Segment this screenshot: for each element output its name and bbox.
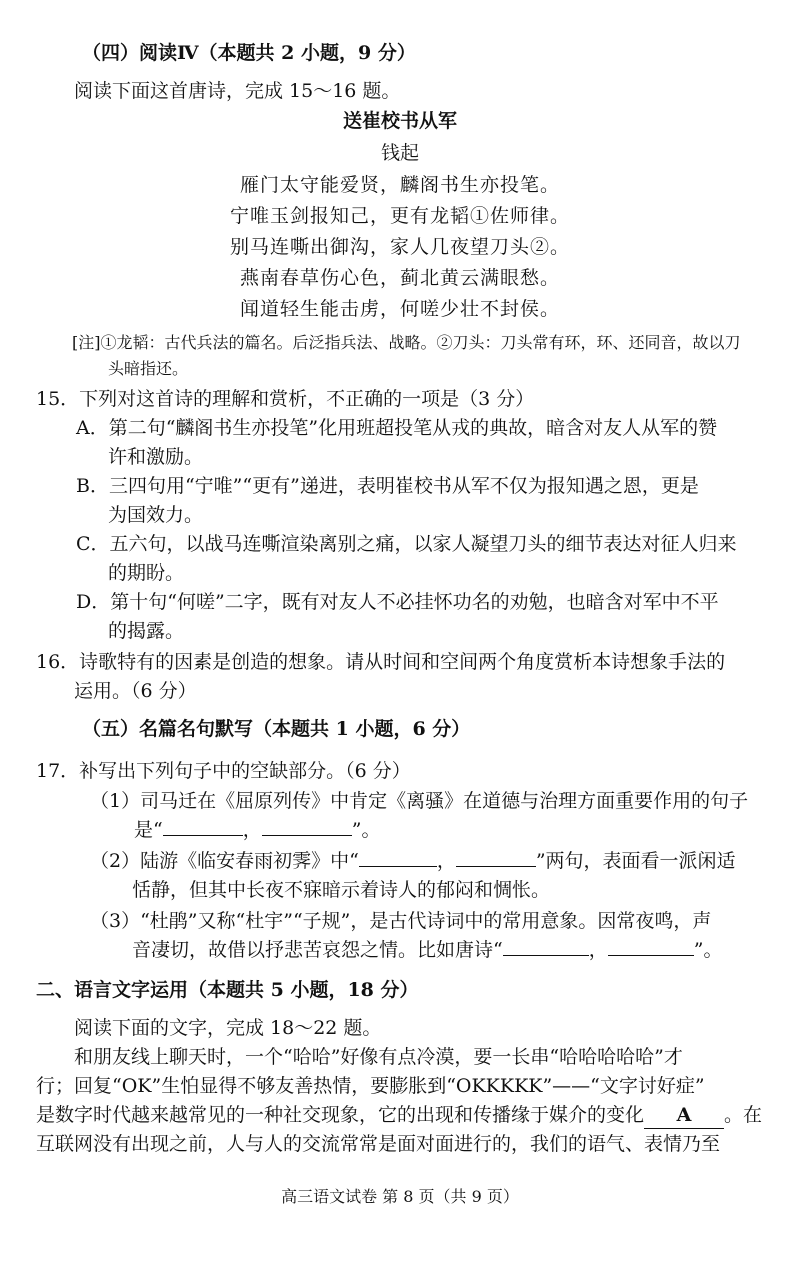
poem-note: [注]①龙韬：古代兵法的篇名。后泛指兵法、战略。②刀头：刀头常有环，环、还同音，故以刀 (72, 333, 741, 352)
poem-line: 宁唯玉剑报知己，更有龙韬①佐师律。 (229, 205, 570, 227)
blank-a[interactable]: A (644, 1102, 724, 1129)
poem-title: 送崔校书从军 (342, 110, 457, 132)
question-15-stem: 15．下列对这首诗的理解和赏析，不正确的一项是（3 分） (36, 388, 535, 410)
option-a: A．第二句“麟阁书生亦投笔”化用班超投笔从戎的典故，暗含对友人从军的赞 (76, 417, 718, 439)
answer-blank[interactable] (608, 937, 694, 956)
option-b: B．三四句用“宁唯”“更有”递进，表明崔校书从军不仅为报知遇之恩，更是 (76, 475, 699, 497)
part-intro: 阅读下面的文字，完成 18～22 题。 (74, 1017, 382, 1039)
item-text: （2）陆游《临安春雨初霁》中“ (90, 850, 359, 872)
option-d: D．第十句“何嗟”二字，既有对友人不必挂怀功名的劝勉，也暗含对军中不平 (76, 591, 719, 613)
answer-blank[interactable] (262, 817, 352, 836)
option-a-cont: 许和激励。 (108, 446, 204, 468)
item-text: ”两句，表面看一派闲适 (535, 850, 736, 872)
section-intro: 阅读下面这首唐诗，完成 15～16 题。 (74, 80, 401, 102)
page-footer: 高三语文试卷 第 8 页（共 9 页） (281, 1187, 519, 1206)
passage-line (36, 1102, 762, 1129)
option-d-cont: 的揭露。 (108, 620, 185, 642)
answer-blank[interactable] (163, 817, 243, 836)
comma: ， (242, 819, 262, 841)
question-17-item-2-cont: 恬静，但其中长夜不寐暗示着诗人的郁闷和惆怅。 (132, 879, 551, 901)
item-text: 音凄切，故借以抒悲苦哀怨之情。比如唐诗“ (132, 939, 503, 961)
quote-open: 是“ (134, 819, 163, 841)
question-17-item-3: （3）“杜鹃”又称“杜宇”“子规”，是古代诗词中的常用意象。因常夜鸣，声 (90, 910, 712, 932)
question-17-item-1-cont (134, 817, 380, 843)
option-c: C．五六句，以战马连嘶渲染离别之痛，以家人凝望刀头的细节表达对征人归来 (76, 533, 737, 555)
poem-line: 燕南春草伤心色，蓟北黄云满眼愁。 (239, 267, 560, 289)
question-16-cont: 运用。（6 分） (74, 680, 197, 702)
poem-line: 闻道轻生能击虏，何嗟少壮不封侯。 (239, 298, 560, 320)
answer-blank[interactable] (456, 848, 536, 867)
option-b-cont: 为国效力。 (108, 504, 204, 526)
part-heading-language-use: 二、语言文字运用（本题共 5 小题，18 分） (36, 979, 419, 1001)
option-c-cont: 的期盼。 (108, 562, 185, 584)
passage-text: 是数字时代越来越常见的一种社交现象，它的出现和传播缘于媒介的变化 (36, 1104, 645, 1126)
passage-text: 。在 (724, 1104, 763, 1126)
comma: ， (436, 850, 456, 872)
answer-blank[interactable] (503, 937, 589, 956)
poem-author: 钱起 (380, 142, 419, 164)
poem-line: 别马连嘶出御沟，家人几夜望刀头②。 (229, 236, 570, 258)
comma: ， (588, 939, 608, 961)
poem-note-cont: 头暗指还。 (108, 359, 189, 378)
question-17-stem: 17．补写出下列句子中的空缺部分。（6 分） (36, 760, 411, 782)
passage-line: 互联网没有出现之前，人与人的交流常常是面对面进行的，我们的语气、表情乃至 (36, 1133, 721, 1155)
question-17-item-1: （1）司马迁在《屈原列传》中肯定《离骚》在道德与治理方面重要作用的句子 (90, 790, 749, 812)
passage-line: 行；回复“OK”生怕显得不够友善热情，要膨胀到“OKKKKK”——“文字讨好症” (36, 1075, 705, 1097)
poem-line: 雁门太守能爱贤，麟阁书生亦投笔。 (239, 174, 560, 196)
section-heading-dictation: （五）名篇名句默写（本题共 1 小题，6 分） (82, 718, 471, 740)
question-16: 16．诗歌特有的因素是创造的想象。请从时间和空间两个角度赏析本诗想象手法的 (36, 651, 726, 673)
question-17-item-3-cont (132, 937, 722, 963)
passage-line: 和朋友线上聊天时，一个“哈哈”好像有点冷漠，要一长串“哈哈哈哈哈”才 (74, 1046, 683, 1068)
quote-close: ”。 (693, 939, 723, 961)
answer-blank[interactable] (359, 848, 437, 867)
question-17-item-2 (90, 848, 736, 874)
quote-close: ”。 (351, 819, 381, 841)
section-heading-reading-4: （四）阅读Ⅳ（本题共 2 小题，9 分） (82, 42, 416, 64)
